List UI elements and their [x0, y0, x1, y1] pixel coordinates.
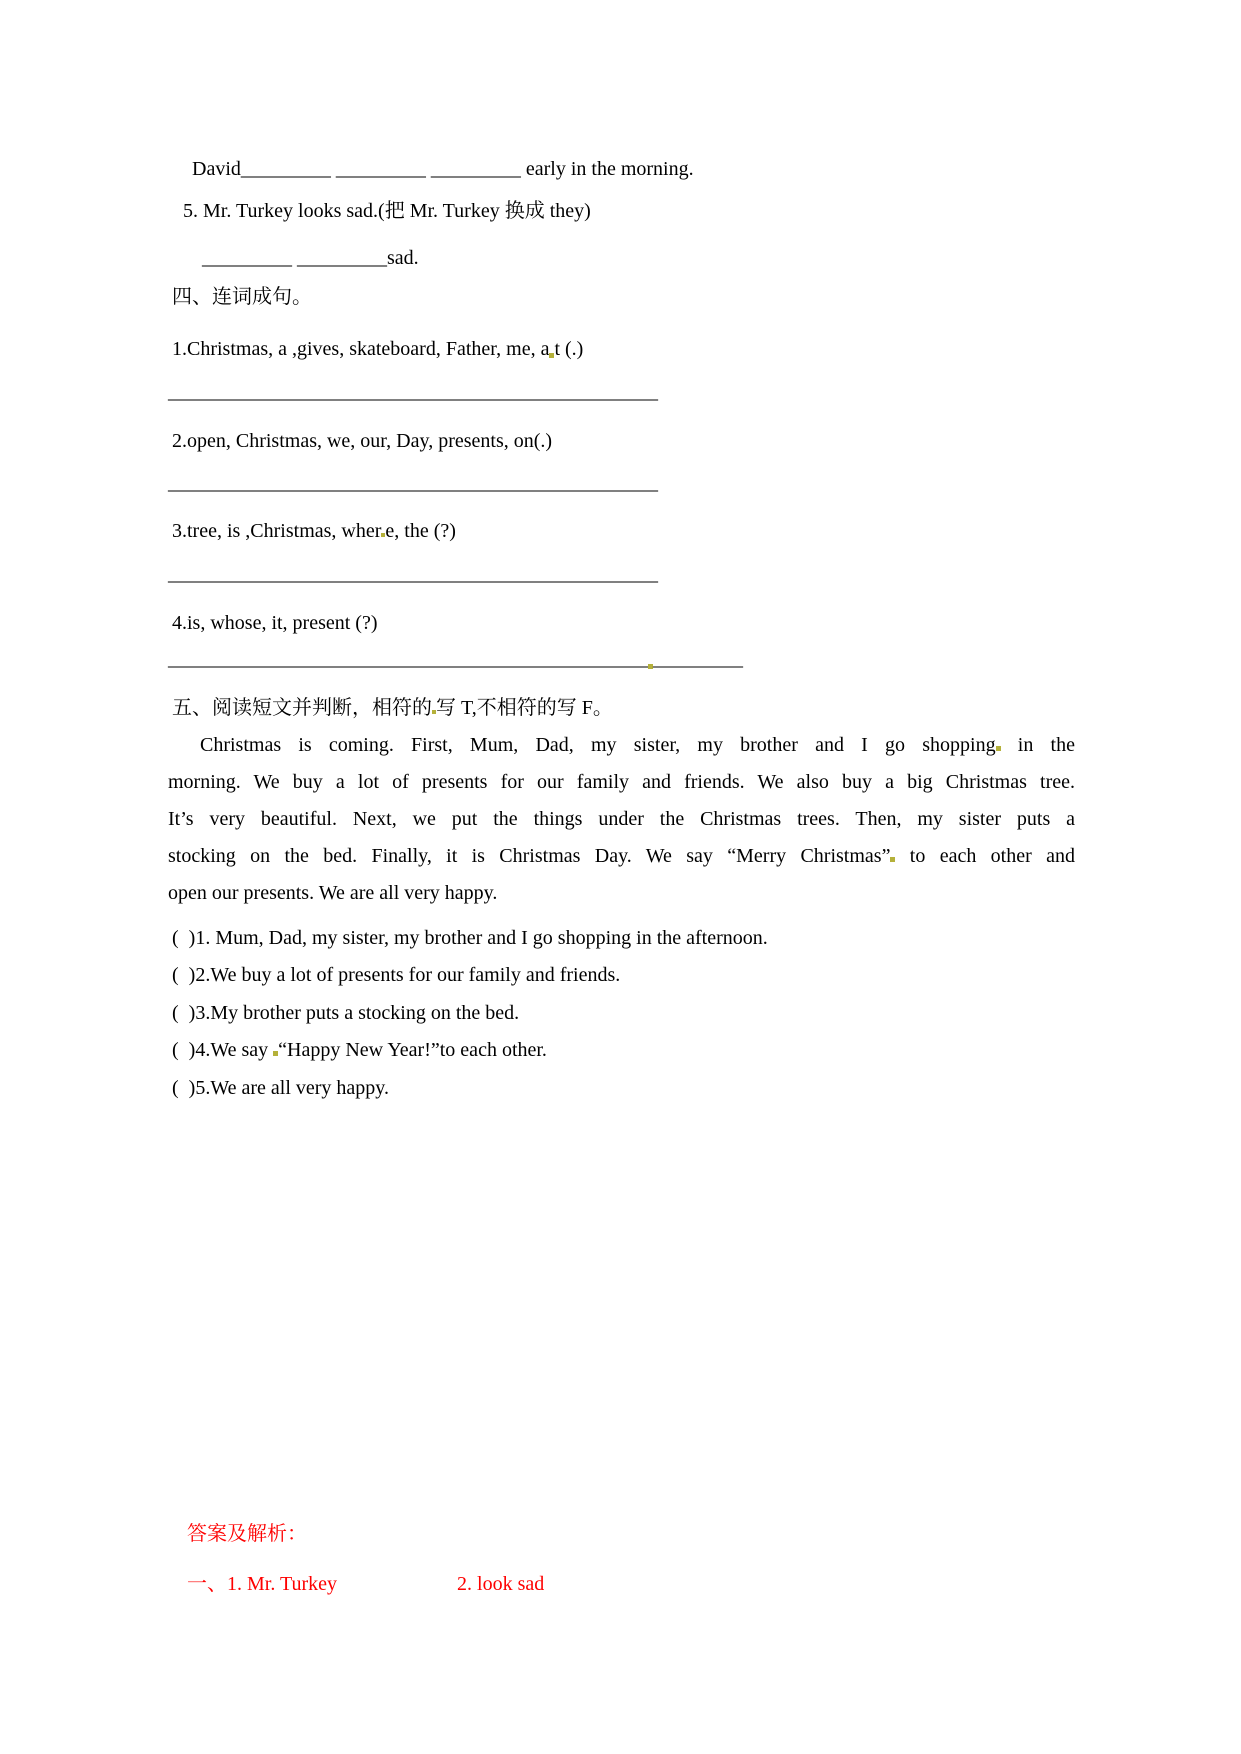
answer-blank-4-segment-end: _________ [653, 648, 743, 670]
rearrange-question-3-text: 3.tree, is ,Christmas, wher [172, 520, 382, 542]
passage-line-2: morning. We buy a lot of presents for our family and friends. We also buy a big Christmas tree. [168, 771, 1075, 793]
passage-line-1 [168, 727, 1075, 764]
tf-item-4 [168, 1039, 1075, 1062]
rearrange-question-1-text-end: t (.) [554, 338, 584, 360]
rearrange-question-3-text-end: e, the (?) [385, 520, 456, 542]
rearrange-question-1-text: 1.Christmas, a ,gives, skateboard, Father, me, a [172, 338, 550, 360]
answer-blank-3: _________________________________________________ [168, 563, 658, 585]
reading-passage [168, 727, 1075, 912]
rearrange-question-3 [168, 520, 1075, 543]
answer-blank-4-segment: ________________________________________________ [168, 648, 648, 670]
rearrange-question-1 [168, 338, 1075, 361]
passage-line-5: open our presents. We are all very happy. [168, 882, 498, 904]
answer-blank-4 [168, 648, 1075, 671]
answers-item-2: 2. look sad [457, 1573, 545, 1595]
tf-item-2: ( )2.We buy a lot of presents for our family and friends. [172, 964, 621, 986]
passage-line-1-text-end: in the [1000, 734, 1075, 756]
section5-heading-text-end: 写 T,不相符的写 F。 [436, 697, 613, 719]
david-answer-line: David_________ _________ _________ early in the morning. [192, 158, 694, 180]
question5-text: 5. Mr. Turkey looks sad.(把 Mr. Turkey 换成 they) [183, 200, 591, 222]
passage-line-4-text-end: to each other and [895, 845, 1075, 867]
answer-blank-2: _________________________________________________ [168, 472, 658, 494]
worksheet-content [168, 0, 1075, 1596]
passage-line-3: It’s very beautiful. Next, we put the things under the Christmas trees. Then, my sister puts a [168, 808, 1075, 830]
answers-line-1 [168, 1573, 1075, 1596]
answer-blank-1: _________________________________________________ [168, 381, 658, 403]
passage-line-4 [168, 838, 1075, 875]
tf-item-3: ( )3.My brother puts a stocking on the bed. [172, 1002, 520, 1024]
rearrange-question-2: 2.open, Christmas, we, our, Day, presents, on(.) [172, 430, 553, 452]
tf-item-5: ( )5.We are all very happy. [172, 1077, 389, 1099]
passage-line-4-text: stocking on the bed. Finally, it is Christmas Day. We say “Merry Christmas” [168, 845, 891, 867]
rearrange-question-4: 4.is, whose, it, present (?) [172, 612, 378, 634]
tf-item-4-text-end: “Happy New Year!”to each other. [278, 1039, 547, 1061]
passage-line-1-text: Christmas is coming. First, Mum, Dad, my sister, my brother and I go shopping [200, 734, 996, 756]
answers-heading: 答案及解析： [187, 1523, 307, 1545]
answers-item-1: 一、1. Mr. Turkey [187, 1573, 338, 1595]
tf-item-4-text: ( )4.We say [172, 1039, 274, 1061]
tf-item-1: ( )1. Mum, Dad, my sister, my brother and I go shopping in the afternoon. [172, 927, 768, 949]
section5-heading [168, 697, 1075, 720]
question5-answer-line: _________ _________sad. [202, 247, 419, 269]
section5-heading-text: 五、阅读短文并判断，相符的 [172, 697, 432, 719]
section4-heading: 四、连词成句。 [172, 286, 312, 308]
